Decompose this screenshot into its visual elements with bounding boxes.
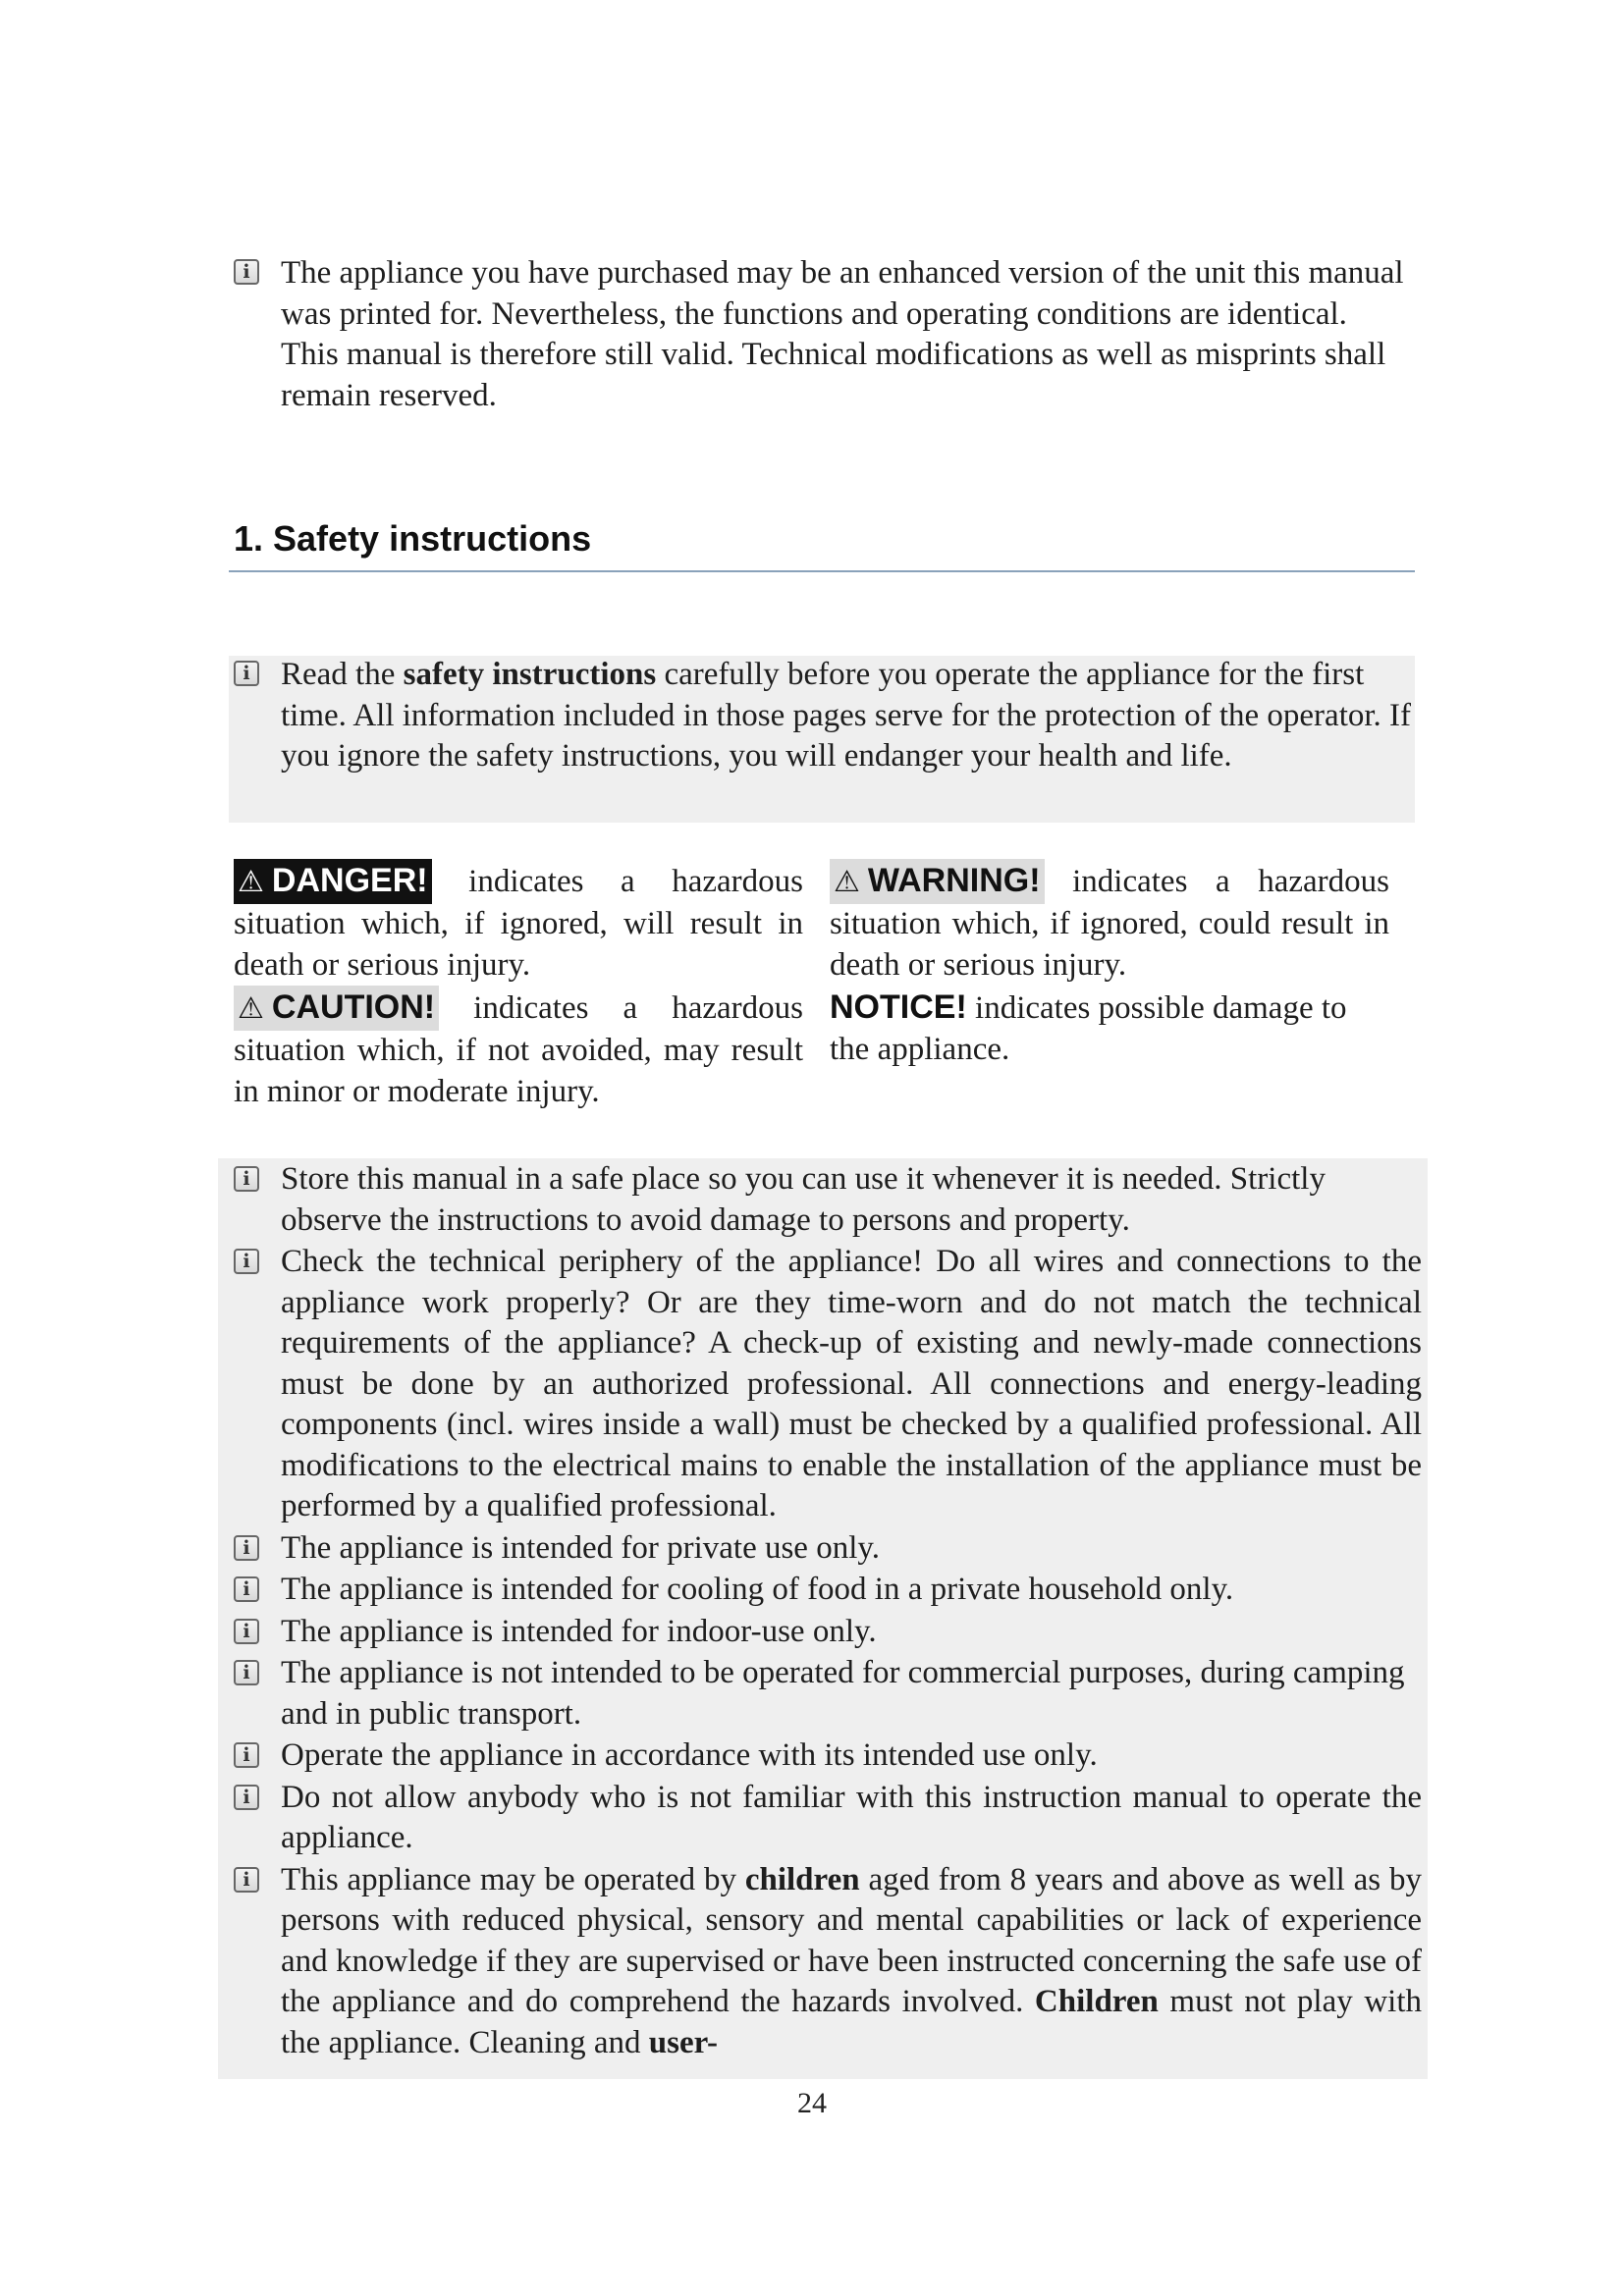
list-item-text: Store this manual in a safe place so you can use it whenever it is needed. Strictly observe the instructions to avoid damage to persons and property. (281, 1161, 1326, 1238)
warning-triangle-icon: ⚠ (238, 992, 264, 1025)
caution-text: indicates a hazardous situation which, if not avoided, may result in minor or moderate injury. (234, 990, 803, 1109)
info-icon: i (234, 1742, 259, 1768)
read-note-text-2: carefully before you operate the appliance for the first time. All information included in those pages serve for the protection of the operator. If you ignore the safety instructions, you will endanger your health and life. (281, 657, 1412, 774)
info-icon: i (234, 661, 259, 686)
read-note-bold: safety instructions (403, 657, 657, 692)
list-item (234, 1242, 1422, 1527)
danger-label: DANGER! (271, 862, 428, 899)
list-item-text: The appliance is intended for private use only. (281, 1529, 880, 1566)
signal-column-left (234, 859, 803, 1112)
list-item-text: Check the technical periphery of the appliance! Do all wires and connections to the appliance work properly? Or are they time-worn and do not match the technical requirements of the appliance? A check-up of existing and newly-made connections must be done by an authorized professional. All connections and energy-leading components (incl. wires inside a wall) must be checked by a qualified professional. All modifications to the electrical mains to enable the installation of the appliance must be performed by a qualified professional. (281, 1244, 1422, 1523)
list-item (234, 1528, 1422, 1570)
list-item (234, 1735, 1422, 1777)
list-item (234, 1159, 1422, 1241)
danger-text: indicates a hazardous situation which, if ignored, will result in death or serious injury. (234, 864, 803, 983)
danger-entry (234, 859, 803, 986)
notice-entry (830, 986, 1389, 1070)
caution-badge (234, 986, 439, 1031)
caution-entry (234, 986, 803, 1112)
info-icon: i (234, 1576, 259, 1602)
list-item-text: Operate the appliance in accordance with its intended use only. (281, 1737, 1098, 1773)
list-item-text: Do not allow anybody who is not familiar with this instruction manual to operate the appliance. (281, 1779, 1422, 1855)
safety-list (234, 1159, 1422, 2078)
read-note-text-1: Read the (281, 657, 404, 692)
children-bold-1: children (744, 1861, 860, 1897)
page-number: 24 (797, 2087, 827, 2119)
notice-text: indicates possible damage to the appliance. (830, 990, 1347, 1067)
read-note-paragraph (234, 655, 1412, 777)
list-item-text: The appliance is not intended to be operated for commercial purposes, during camping and in public transport. (281, 1655, 1405, 1732)
warning-triangle-icon: ⚠ (834, 866, 860, 898)
info-icon: i (234, 1660, 259, 1685)
info-icon: i (234, 1249, 259, 1274)
children-text-3: must not play with the appliance. Cleaning and (281, 1984, 1422, 2060)
info-icon: i (234, 1166, 259, 1192)
warning-label: WARNING! (867, 862, 1041, 899)
notice-label: NOTICE! (830, 988, 967, 1026)
read-note (234, 655, 1412, 777)
intro-note (234, 253, 1412, 416)
list-item (234, 1778, 1422, 1859)
children-text-2: aged from 8 years and above as well as by persons with reduced physical, sensory and mental capabilities or lack of experience and knowledge if they are supervised or have been instructed concerning the safe use of the appliance and do comprehend the hazards involved. (281, 1861, 1422, 2019)
caution-label: CAUTION! (271, 988, 436, 1026)
warning-badge (830, 859, 1045, 904)
list-item-text: The appliance is intended for indoor-use only. (281, 1613, 877, 1649)
section-title: 1. Safety instructions (234, 518, 592, 559)
list-item (234, 1570, 1422, 1611)
notice-badge (830, 986, 967, 1029)
children-bold-2: Children (1034, 1984, 1159, 2019)
warning-triangle-icon: ⚠ (238, 866, 264, 898)
children-bold-3: user- (648, 2024, 719, 2060)
info-icon: i (234, 259, 259, 285)
danger-badge (234, 859, 432, 904)
info-icon: i (234, 1535, 259, 1561)
warning-entry (830, 859, 1389, 986)
intro-paragraph (234, 253, 1412, 416)
info-icon: i (234, 1867, 259, 1893)
list-item (234, 1653, 1422, 1735)
intro-text: The appliance you have purchased may be an enhanced version of the unit this manual was printed for. Nevertheless, the functions and operating conditions are identical. This manual is therefore still valid. Technical modifications as well as misprints shall remain reserved. (281, 255, 1404, 413)
heading-divider (229, 570, 1415, 572)
warning-text: indicates a hazardous situation which, if ignored, could result in death or serious injury. (830, 864, 1389, 983)
info-icon: i (234, 1619, 259, 1644)
list-item (234, 1860, 1422, 2064)
list-item-text: The appliance is intended for cooling of food in a private household only. (281, 1572, 1234, 1607)
info-icon: i (234, 1785, 259, 1810)
list-item (234, 1612, 1422, 1653)
children-text-1: This appliance may be operated by (281, 1861, 745, 1897)
signal-column-right (830, 859, 1389, 1070)
